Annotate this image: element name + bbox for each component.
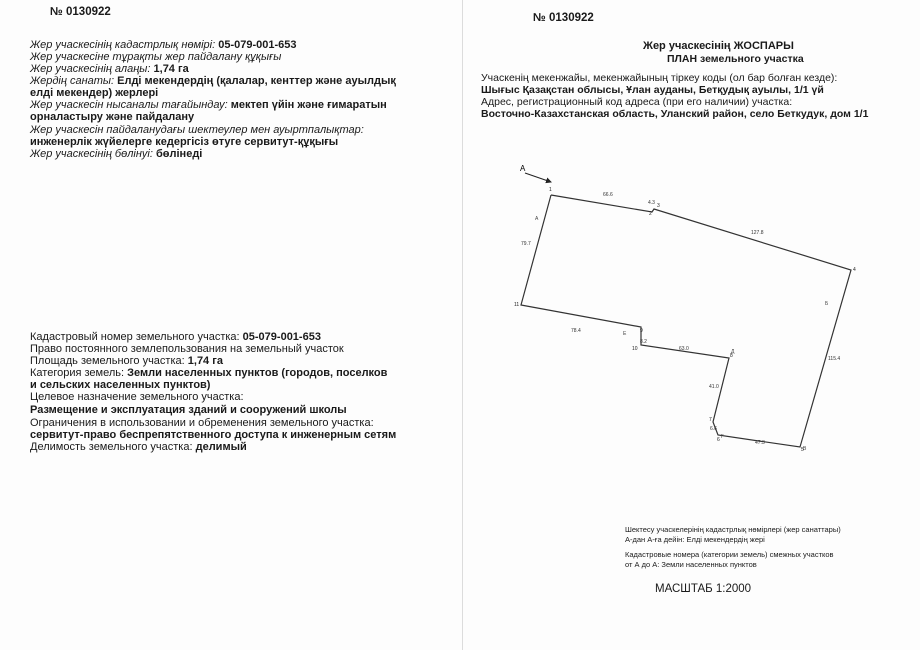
- kz-divisibility-label: Жер учаскесінің бөлінуі:: [30, 148, 153, 160]
- kz-restrictions-label: Жер учаскесін пайдаланудағы шектеулер мен ауыртпалықтар:: [30, 124, 364, 136]
- kz-area-value: 1,74 га: [153, 63, 189, 75]
- neighbor-a: А: [535, 216, 539, 222]
- ru-restrictions-label: Ограничения в использовании и обременения земельного участка:: [30, 417, 374, 429]
- vertex-6: 6: [717, 437, 720, 443]
- neighbor-e: Е: [623, 331, 627, 337]
- plan-title-kz: Жер учаскесінің ЖОСПАРЫ: [643, 40, 794, 52]
- kz-category-value-2: елді мекендер) жерлері: [30, 87, 159, 99]
- vertex-3: 3: [657, 203, 660, 209]
- neighbor-g: Г: [721, 434, 724, 440]
- ru-cadastral-label: Кадастровый номер земельного участка:: [30, 331, 240, 343]
- kz-divisibility-value: бөлінеді: [156, 148, 203, 160]
- plan-address-label-kz: Учаскенің мекенжайы, мекенжайының тіркеу коды (ол бар болған кезде):: [481, 72, 838, 84]
- side-4-5: 115.4: [828, 356, 841, 362]
- kz-cadastral-value: 05-079-001-653: [218, 39, 297, 51]
- side-6-7: 6.6: [710, 426, 717, 432]
- ru-area-value: 1,74 га: [187, 355, 223, 367]
- neighbor-v: В: [803, 446, 807, 452]
- ru-divisibility-value: делимый: [195, 441, 247, 453]
- vertex-7: 7: [709, 417, 712, 423]
- plan-address-value-kz: Шығыс Қазақстан облысы, Ұлан ауданы, Бетқудық ауылы, 1/1 үй: [481, 84, 824, 96]
- ru-restrictions-value: сервитут-право беспрепятственного доступа к инженерным сетям: [30, 429, 397, 441]
- vertex-11: 11: [514, 302, 520, 308]
- plan-title-ru: ПЛАН земельного участка: [667, 53, 804, 65]
- ru-purpose-label: Целевое назначение земельного участка:: [30, 391, 244, 403]
- start-arrow: [525, 173, 551, 182]
- kz-category-label: Жердің санаты:: [30, 75, 115, 87]
- ru-right-label: Право постоянного землепользования на земельный участок: [30, 343, 344, 355]
- side-3-4: 127.8: [751, 230, 764, 236]
- vertex-1: 1: [549, 187, 552, 193]
- kz-right-label: Жер учаскесіне тұрақты жер пайдалану құқығы: [30, 51, 282, 63]
- side-10-11: 78.4: [571, 328, 581, 334]
- kz-area-label: Жер учаскесінің алаңы:: [30, 63, 151, 75]
- kz-purpose-value-2: орналастыру және пайдалану: [30, 111, 195, 123]
- vertex-10: 10: [632, 346, 638, 352]
- side-8-9: 63.0: [679, 346, 689, 352]
- certificate-number: № 0130922: [50, 6, 111, 18]
- side-9-10: 8.2: [640, 339, 647, 345]
- side-1-2: 66.6: [603, 192, 613, 198]
- vertex-8: 8: [730, 353, 733, 359]
- right-page: [463, 0, 920, 650]
- ru-area-label: Площадь земельного участка:: [30, 355, 185, 367]
- vertex-5: 5: [801, 447, 804, 453]
- plan-address-label-ru: Адрес, регистрационный код адреса (при его наличии) участка:: [481, 96, 793, 108]
- vertex-2: 2: [649, 211, 652, 217]
- ru-divisibility-label: Делимость земельного участка:: [30, 441, 193, 453]
- plan-scale: МАСШТАБ 1:2000: [655, 583, 752, 595]
- legend-ru-1: Кадастровые номера (категории земель) смежных участков: [625, 550, 834, 559]
- neighbor-d: Д: [731, 349, 735, 355]
- side-2-3: 4.3: [648, 200, 655, 206]
- side-5-6: 47.3: [755, 440, 765, 446]
- ru-purpose-value: Размещение и эксплуатация зданий и сооружений школы: [30, 404, 347, 416]
- ru-divisibility-row: [30, 441, 247, 454]
- kz-purpose-value-1: мектеп үйін және ғимаратын: [230, 99, 387, 111]
- vertex-4: 4: [853, 267, 856, 273]
- ru-cadastral-value: 05-079-001-653: [242, 331, 321, 343]
- side-7-8: 41.0: [709, 384, 719, 390]
- start-arrow-label: А: [520, 164, 526, 173]
- plan-certificate-number: № 0130922: [533, 12, 594, 24]
- kz-category-value-1: Елді мекендердің (қалалар, кенттер және ауылдық: [117, 75, 396, 87]
- kz-purpose-label: Жер учаскесін нысаналы тағайындау:: [30, 99, 228, 111]
- kz-cadastral-label: Жер учаскесінің кадастрлық нөмірі:: [30, 39, 216, 51]
- ru-category-value-1: Земли населенных пунктов (городов, поселков: [127, 367, 388, 379]
- plot-boundary: [521, 195, 851, 447]
- legend-ru-2: от А до А: Земли населенных пунктов: [625, 560, 757, 569]
- ru-category-label: Категория земель:: [30, 367, 125, 379]
- neighbor-b: Б: [825, 301, 829, 307]
- legend-kz-2: А-дан А-ға дейін: Елді мекендердің жері: [625, 535, 765, 544]
- vertex-9: 9: [640, 328, 643, 334]
- kz-restrictions-value: инженерлік жүйелерге кедергісіз өтуге сервитут-құқығы: [30, 136, 339, 148]
- ru-category-value-2: и сельских населенных пунктов): [30, 379, 211, 391]
- side-11-1: 79.7: [521, 241, 531, 247]
- kz-divisibility-row: [30, 148, 202, 161]
- plan-address-value-ru: Восточно-Казахстанская область, Уланский район, село Беткудук, дом 1/1: [481, 108, 869, 120]
- legend-kz-1: Шектесу учаскелерінің кадастрлық нөмірлері (жер санаттары): [625, 525, 841, 534]
